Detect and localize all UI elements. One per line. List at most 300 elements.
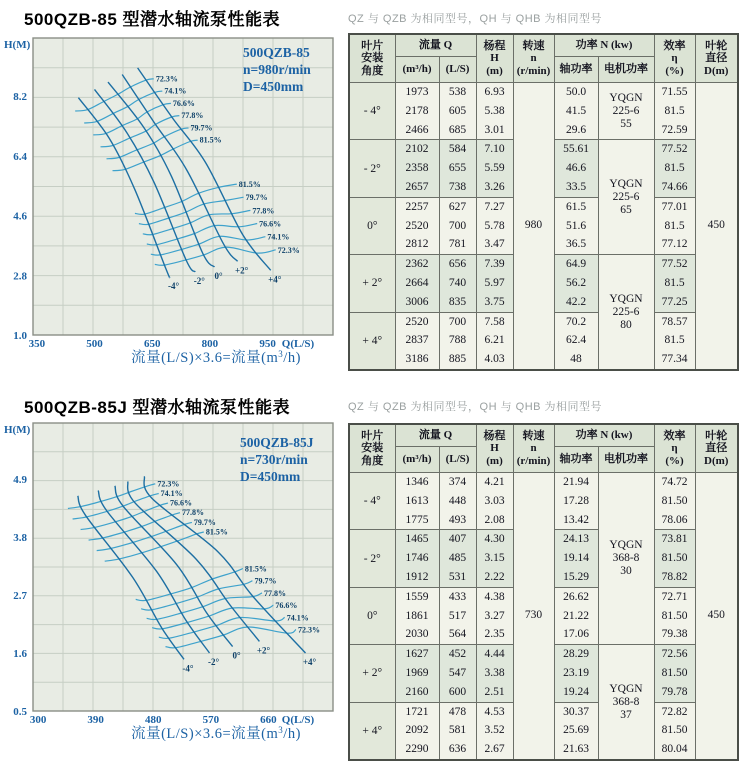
cell-value: 50.0 xyxy=(565,86,587,98)
cell-line: 225-6 xyxy=(612,190,640,203)
head-values xyxy=(476,312,513,370)
cell-value: 685 xyxy=(448,123,467,136)
cell-line: 转速 xyxy=(522,39,545,52)
flow-ls-values xyxy=(439,197,476,254)
efficiency-label-upper: 74.1% xyxy=(160,488,183,498)
cell-value: 581 xyxy=(448,724,467,737)
cell-value: 374 xyxy=(448,476,467,488)
cell-value: 77.25 xyxy=(661,295,688,308)
efficiency-label-lower: 74.1% xyxy=(267,232,290,242)
shaft-power-values xyxy=(554,530,598,587)
cell-value: 1559 xyxy=(405,590,429,603)
cell-value: 81.50 xyxy=(661,494,688,507)
cell-value: 79.38 xyxy=(661,628,688,641)
cell-value: 4.53 xyxy=(484,705,505,718)
model-equivalence-note: QZ 与 QZB 为相同型号，QH 与 QHB 为相同型号 xyxy=(348,13,603,25)
efficiency-values xyxy=(654,312,695,370)
motor-power-value xyxy=(598,83,654,140)
y-tick-label: 1.6 xyxy=(13,647,27,660)
cell-line: 368-8 xyxy=(612,695,640,708)
cell-line: 角度 xyxy=(361,64,384,77)
x-tick-label: 480 xyxy=(145,714,162,726)
cell-value: 2812 xyxy=(405,238,429,251)
cell-value: 3006 xyxy=(405,295,429,308)
cell-value: 1613 xyxy=(405,494,429,507)
cell-value: 4.38 xyxy=(484,590,505,603)
cell-value: 4.30 xyxy=(484,533,505,546)
efficiency-label-upper: 76.6% xyxy=(170,498,193,508)
pump-info-line: D=450mm xyxy=(240,469,301,484)
cell-value: 62.4 xyxy=(565,334,587,347)
cell-value: 81.5 xyxy=(664,334,685,347)
performance-table xyxy=(348,423,739,761)
y-tick-label: 3.8 xyxy=(13,531,27,544)
cell-value: 81.50 xyxy=(661,666,688,679)
cell-line: 杨程 xyxy=(483,429,506,442)
cell-value: 493 xyxy=(448,513,467,526)
cell-value: 2664 xyxy=(405,276,429,289)
y-axis-label: H(M) xyxy=(4,424,31,436)
blade-angle-curve-label: +4° xyxy=(268,274,282,285)
efficiency-label-upper: 79.7% xyxy=(190,123,213,133)
cell-value: 4.03 xyxy=(484,353,505,366)
col-header-flow-m3h: (m³/h) xyxy=(395,447,439,473)
blade-angle-value: + 4° xyxy=(349,702,395,760)
flow-ls-values xyxy=(439,530,476,587)
y-tick-label: 0.5 xyxy=(13,706,27,718)
cell-value: 2102 xyxy=(405,143,429,156)
x-axis-label: Q(L/S) xyxy=(281,714,315,726)
cell-value: 25.69 xyxy=(563,724,589,737)
cell-value: 700 xyxy=(448,219,467,232)
y-tick-label: 1.0 xyxy=(13,330,27,342)
cell-value: 2257 xyxy=(405,200,429,213)
flow-m3h-values xyxy=(395,140,439,197)
cell-value: 3.03 xyxy=(484,494,505,507)
cell-line: YQGN xyxy=(609,177,643,190)
cell-value: 81.50 xyxy=(661,724,688,737)
shaft-power-values xyxy=(554,587,598,644)
speed-value: 980 xyxy=(513,83,554,370)
cell-line: 转速 xyxy=(522,429,545,442)
flow-ls-values xyxy=(439,702,476,760)
cell-value: 64.9 xyxy=(565,258,587,271)
efficiency-values xyxy=(654,702,695,760)
cell-value: 407 xyxy=(448,533,467,546)
blade-angle-value: + 2° xyxy=(349,645,395,702)
head-values xyxy=(476,473,513,530)
efficiency-values xyxy=(654,197,695,254)
cell-value: 1465 xyxy=(405,533,429,546)
head-values xyxy=(476,140,513,197)
motor-power-value xyxy=(598,255,654,370)
y-tick-label: 6.4 xyxy=(13,150,27,163)
shaft-power-values xyxy=(554,197,598,254)
cell-value: 71.55 xyxy=(661,86,688,98)
blade-angle-curve-label: +4° xyxy=(302,656,317,667)
shaft-power-values xyxy=(554,473,598,530)
cell-value: 7.10 xyxy=(484,143,505,156)
cell-line: (r/min) xyxy=(516,454,551,467)
x-tick-label: 300 xyxy=(29,714,47,726)
cell-line: η xyxy=(671,52,678,65)
cell-line: 安装 xyxy=(361,52,384,65)
cell-line: (m) xyxy=(486,64,503,77)
cell-value: 4.44 xyxy=(484,648,505,661)
header-row-1 xyxy=(349,34,738,57)
cell-value: 41.5 xyxy=(565,104,587,117)
y-tick-label: 8.2 xyxy=(13,91,27,104)
cell-value: 1746 xyxy=(405,552,429,565)
efficiency-label-upper: 79.7% xyxy=(193,517,216,527)
impeller-diameter-value: 450 xyxy=(695,473,738,760)
cell-line: YQGN xyxy=(609,292,643,305)
cell-value: 19.24 xyxy=(563,685,589,698)
cell-value: 81.5 xyxy=(664,162,685,175)
x-tick-label: 390 xyxy=(87,714,104,726)
cell-value: 2520 xyxy=(405,219,429,232)
blade-angle-value: - 2° xyxy=(349,140,395,197)
cell-value: 46.6 xyxy=(565,162,587,175)
cell-value: 5.78 xyxy=(484,219,505,232)
cell-value: 1969 xyxy=(405,666,429,679)
cell-value: 2178 xyxy=(405,104,429,117)
shaft-power-values xyxy=(554,140,598,197)
cell-value: 564 xyxy=(448,628,467,641)
performance-chart-svg xyxy=(0,0,345,374)
blade-angle-curve-label: -4° xyxy=(182,663,194,674)
cell-value: 2.67 xyxy=(484,743,505,756)
cell-value: 81.5 xyxy=(664,219,685,232)
cell-value: 78.82 xyxy=(661,570,688,583)
cell-value: 788 xyxy=(448,334,467,347)
efficiency-values xyxy=(654,530,695,587)
cell-value: 70.2 xyxy=(565,315,587,328)
cell-value: 2290 xyxy=(405,743,429,756)
cell-value: 23.19 xyxy=(563,666,589,679)
efficiency-label-lower: 79.7% xyxy=(245,193,268,203)
cell-value: 29.6 xyxy=(565,123,587,136)
cell-value: 2837 xyxy=(405,334,429,347)
efficiency-label-lower: 77.8% xyxy=(252,206,275,216)
cell-line: 杨程 xyxy=(483,39,506,52)
col-header-speed xyxy=(513,34,554,83)
cell-value: 700 xyxy=(448,315,467,328)
section-title: 500QZB-85J 型潜水轴流泵性能表 xyxy=(24,398,290,417)
cell-value: 36.5 xyxy=(565,238,587,251)
col-header-flow-ls: (L/S) xyxy=(439,57,476,83)
col-header-shaft-power: 轴功率 xyxy=(554,57,598,83)
blade-angle-curve-label: -4° xyxy=(167,280,180,291)
col-header-motor-power: 电机功率 xyxy=(598,57,654,83)
flow-m3h-values xyxy=(395,197,439,254)
efficiency-values xyxy=(654,473,695,530)
x-tick-label: 500 xyxy=(86,338,103,350)
blade-angle-value: 0° xyxy=(349,587,395,644)
cell-value: 3.52 xyxy=(484,724,505,737)
cell-value: 17.28 xyxy=(563,494,589,507)
cell-value: 2466 xyxy=(405,123,429,136)
table-group-row xyxy=(349,473,738,530)
cell-value: 2030 xyxy=(405,628,429,641)
flow-ls-values xyxy=(439,587,476,644)
blade-angle-curve-label: +2° xyxy=(234,265,249,276)
cell-value: 78.06 xyxy=(661,513,688,526)
cell-value: 77.01 xyxy=(661,200,688,213)
flow-ls-values xyxy=(439,140,476,197)
efficiency-label-lower: 76.6% xyxy=(259,219,282,229)
efficiency-label-upper: 77.8% xyxy=(181,111,204,121)
efficiency-label-lower: 81.5% xyxy=(244,564,267,574)
cell-value: 7.39 xyxy=(484,258,505,271)
cell-value: 740 xyxy=(448,276,467,289)
motor-power-value xyxy=(598,645,654,760)
col-header-flow: 流量 Q xyxy=(395,34,476,57)
x-axis-label: Q(L/S) xyxy=(281,338,315,350)
col-header-power: 功率 N (kw) xyxy=(554,424,654,447)
x-tick-label: 660 xyxy=(260,714,277,726)
blade-angle-value: 0° xyxy=(349,197,395,254)
col-header-impeller-diameter xyxy=(695,424,738,473)
cell-value: 17.06 xyxy=(563,628,589,641)
blade-angle-curve-label: +2° xyxy=(256,645,271,656)
performance-data-table xyxy=(348,33,739,371)
cell-value: 6.93 xyxy=(484,86,505,98)
cell-value: 3.38 xyxy=(484,666,505,679)
cell-line: 37 xyxy=(620,708,632,721)
efficiency-label-lower: 72.3% xyxy=(277,245,300,255)
cell-line: H xyxy=(490,52,499,65)
y-tick-label: 4.9 xyxy=(13,473,27,486)
performance-data-table xyxy=(348,423,739,761)
y-tick-label: 4.6 xyxy=(13,210,27,223)
efficiency-label-upper: 76.6% xyxy=(172,98,195,108)
cell-value: 1912 xyxy=(405,570,429,583)
cell-line: 直径 xyxy=(705,52,728,65)
flow-conversion-formula: 流量(L/S)×3.6=流量$(m^3/h)$ xyxy=(131,725,301,742)
cell-line: YQGN xyxy=(609,539,643,552)
cell-value: 2092 xyxy=(405,724,429,737)
blade-angle-value: + 2° xyxy=(349,255,395,312)
blade-angle-value: - 4° xyxy=(349,473,395,530)
col-header-shaft-power: 轴功率 xyxy=(554,447,598,473)
shaft-power-values xyxy=(554,83,598,140)
cell-line: n xyxy=(530,52,537,65)
head-values xyxy=(476,197,513,254)
cell-value: 61.5 xyxy=(565,200,587,213)
cell-value: 5.59 xyxy=(484,162,505,175)
cell-line: 65 xyxy=(620,203,632,216)
flow-conversion-formula: 流量(L/S)×3.6=流量$(m^3/h)$ xyxy=(131,349,301,366)
cell-value: 3.26 xyxy=(484,180,505,193)
cell-value: 738 xyxy=(448,180,467,193)
cell-value: 72.71 xyxy=(661,590,688,603)
cell-value: 15.29 xyxy=(563,570,589,583)
cell-value: 3.01 xyxy=(484,123,505,136)
cell-value: 3.27 xyxy=(484,609,505,622)
cell-value: 5.97 xyxy=(484,276,505,289)
col-header-blade-angle xyxy=(349,34,395,83)
cell-value: 636 xyxy=(448,743,467,756)
cell-value: 55.61 xyxy=(563,143,589,156)
cell-value: 7.58 xyxy=(484,315,505,328)
efficiency-label-lower: 72.3% xyxy=(298,625,321,635)
cell-value: 2160 xyxy=(405,685,429,698)
cell-value: 51.6 xyxy=(565,219,587,232)
flow-m3h-values xyxy=(395,312,439,370)
cell-line: η xyxy=(671,442,678,455)
shaft-power-values xyxy=(554,312,598,370)
cell-value: 33.5 xyxy=(565,180,587,193)
pump-info-line: 500QZB-85 xyxy=(243,45,310,60)
shaft-power-values xyxy=(554,255,598,312)
x-tick-label: 950 xyxy=(259,338,276,350)
efficiency-label-upper: 74.1% xyxy=(164,86,187,96)
cell-value: 781 xyxy=(448,238,467,251)
impeller-diameter-value: 450 xyxy=(695,83,738,370)
blade-angle-value: + 4° xyxy=(349,312,395,370)
performance-table xyxy=(348,33,739,371)
cell-value: 517 xyxy=(448,609,467,622)
cell-value: 2.51 xyxy=(484,685,505,698)
cell-value: 6.21 xyxy=(484,334,505,347)
efficiency-label-upper: 81.5% xyxy=(205,527,228,537)
cell-value: 74.72 xyxy=(661,476,688,488)
col-header-efficiency xyxy=(654,34,695,83)
cell-value: 547 xyxy=(448,666,467,679)
cell-value: 478 xyxy=(448,705,467,718)
blade-angle-curve-label: 0° xyxy=(232,650,241,661)
efficiency-label-lower: 76.6% xyxy=(275,601,298,611)
flow-m3h-values xyxy=(395,530,439,587)
cell-value: 26.62 xyxy=(563,590,589,603)
cell-value: 3.15 xyxy=(484,552,505,565)
cell-line: 叶轮 xyxy=(705,39,728,52)
pump-info-line: D=450mm xyxy=(243,79,304,94)
x-tick-label: 650 xyxy=(143,338,161,350)
col-header-head xyxy=(476,34,513,83)
blade-angle-curve-label: 0° xyxy=(214,270,223,281)
cell-value: 655 xyxy=(448,162,467,175)
cell-value: 433 xyxy=(448,590,467,603)
col-header-power: 功率 N (kw) xyxy=(554,34,654,57)
cell-line: 叶轮 xyxy=(705,429,728,442)
head-values xyxy=(476,702,513,760)
cell-value: 80.04 xyxy=(661,743,688,756)
flow-m3h-values xyxy=(395,645,439,702)
cell-line: 叶片 xyxy=(361,429,384,442)
blade-angle-curve-label: -2° xyxy=(207,656,220,667)
section-500qzb-85j xyxy=(0,388,740,764)
cell-value: 77.52 xyxy=(661,258,688,271)
cell-value: 605 xyxy=(448,104,467,117)
col-header-head xyxy=(476,424,513,473)
cell-value: 1346 xyxy=(405,476,429,488)
cell-value: 531 xyxy=(448,570,467,583)
cell-value: 3.47 xyxy=(484,238,505,251)
shaft-power-values xyxy=(554,702,598,760)
cell-value: 2520 xyxy=(405,315,429,328)
cell-value: 13.42 xyxy=(563,513,589,526)
flow-ls-values xyxy=(439,645,476,702)
efficiency-label-lower: 81.5% xyxy=(238,180,261,190)
pump-info-line: n=980r/min xyxy=(243,62,311,77)
flow-m3h-values xyxy=(395,473,439,530)
col-header-speed xyxy=(513,424,554,473)
y-tick-label: 2.7 xyxy=(13,589,27,602)
cell-value: 77.34 xyxy=(661,353,688,366)
cell-value: 835 xyxy=(448,295,467,308)
x-tick-label: 800 xyxy=(201,338,219,350)
cell-line: (r/min) xyxy=(516,64,551,77)
col-header-flow: 流量 Q xyxy=(395,424,476,447)
cell-value: 28.29 xyxy=(563,648,589,661)
table-group-row xyxy=(349,83,738,140)
col-header-impeller-diameter xyxy=(695,34,738,83)
efficiency-values xyxy=(654,140,695,197)
cell-value: 448 xyxy=(448,494,467,507)
cell-line: YQGN xyxy=(609,91,643,104)
cell-line: D(m) xyxy=(704,454,729,467)
cell-value: 72.82 xyxy=(661,705,688,718)
flow-m3h-values xyxy=(395,587,439,644)
cell-line: H xyxy=(490,442,499,455)
cell-value: 42.2 xyxy=(565,295,587,308)
flow-ls-values xyxy=(439,473,476,530)
head-values xyxy=(476,645,513,702)
y-axis-label: H(M) xyxy=(4,39,31,51)
cell-value: 81.50 xyxy=(661,609,688,622)
cell-value: 24.13 xyxy=(563,533,589,546)
cell-line: 效率 xyxy=(663,39,686,52)
blade-angle-value: - 4° xyxy=(349,83,395,140)
flow-m3h-values xyxy=(395,255,439,312)
section-title: 500QZB-85 型潜水轴流泵性能表 xyxy=(24,10,281,29)
efficiency-values xyxy=(654,645,695,702)
cell-value: 19.14 xyxy=(563,552,589,565)
efficiency-label-upper: 72.3% xyxy=(157,479,180,489)
cell-line: 55 xyxy=(620,117,632,130)
col-header-flow-ls: (L/S) xyxy=(439,447,476,473)
performance-chart xyxy=(0,0,345,379)
cell-value: 2358 xyxy=(405,162,429,175)
cell-value: 584 xyxy=(448,143,467,156)
head-values xyxy=(476,530,513,587)
cell-value: 656 xyxy=(448,258,467,271)
efficiency-label-upper: 72.3% xyxy=(155,74,178,84)
cell-value: 627 xyxy=(448,200,467,213)
cell-value: 885 xyxy=(448,353,467,366)
shaft-power-values xyxy=(554,645,598,702)
y-tick-label: 2.8 xyxy=(13,270,27,283)
cell-line: 368-8 xyxy=(612,552,640,565)
cell-value: 56.2 xyxy=(565,276,587,289)
cell-line: 角度 xyxy=(361,454,384,467)
col-header-flow-m3h: (m³/h) xyxy=(395,57,439,83)
cell-value: 2.35 xyxy=(484,628,505,641)
efficiency-values xyxy=(654,255,695,312)
cell-value: 3186 xyxy=(405,353,429,366)
cell-line: 叶片 xyxy=(361,39,384,52)
motor-power-value xyxy=(598,473,654,645)
cell-value: 2362 xyxy=(405,258,429,271)
cell-line: 效率 xyxy=(663,429,686,442)
efficiency-values xyxy=(654,587,695,644)
cell-value: 73.81 xyxy=(661,533,688,546)
cell-value: 7.27 xyxy=(484,200,505,213)
flow-m3h-values xyxy=(395,702,439,760)
motor-power-value xyxy=(598,140,654,255)
